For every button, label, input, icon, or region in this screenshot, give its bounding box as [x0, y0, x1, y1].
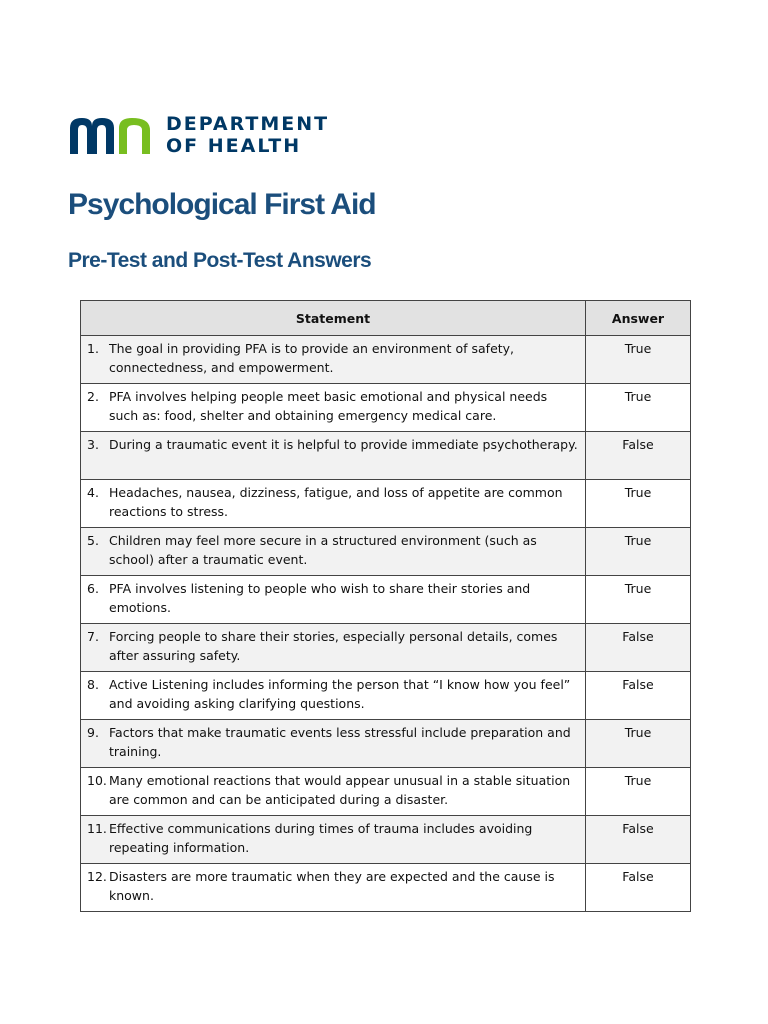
- mn-logo-icon: [66, 114, 154, 156]
- statement-text: Forcing people to share their stories, especially personal details, comes after assuring safety.: [109, 629, 558, 663]
- statement-number: 5.: [87, 533, 99, 548]
- statement-cell: [81, 432, 586, 480]
- statement-cell: [81, 336, 586, 384]
- answer-cell: False: [586, 864, 691, 912]
- table-row: [81, 336, 691, 384]
- statement-number: 8.: [87, 677, 99, 692]
- statement-text: Many emotional reactions that would appear unusual in a stable situation are common and can be anticipated during a disaster.: [109, 773, 571, 807]
- table-body: [81, 336, 691, 912]
- statement-cell: [81, 528, 586, 576]
- answer-cell: True: [586, 384, 691, 432]
- statement-number: 2.: [87, 389, 99, 404]
- statement-text: PFA involves listening to people who wish to share their stories and emotions.: [109, 581, 531, 615]
- statement-text: Factors that make traumatic events less stressful include preparation and training.: [109, 725, 571, 759]
- table-row: [81, 768, 691, 816]
- statement-text: Disasters are more traumatic when they are expected and the cause is known.: [109, 869, 555, 903]
- answer-cell: True: [586, 720, 691, 768]
- statement-number: 1.: [87, 341, 99, 356]
- statement-cell: [81, 672, 586, 720]
- statement-number: 12.: [87, 869, 107, 884]
- answer-column-header: Answer: [586, 301, 691, 336]
- answer-cell: True: [586, 768, 691, 816]
- statement-text: Effective communications during times of trauma includes avoiding repeating information.: [109, 821, 533, 855]
- statement-text: The goal in providing PFA is to provide an environment of safety, connectedness, and empowerment.: [109, 341, 515, 375]
- statement-text: PFA involves helping people meet basic emotional and physical needs such as: food, shelter and obtaining emergency medical care.: [109, 389, 548, 423]
- statement-cell: [81, 864, 586, 912]
- statement-number: 10.: [87, 773, 107, 788]
- page-title: Psychological First Aid: [68, 188, 376, 221]
- table-row: [81, 576, 691, 624]
- table-row: [81, 624, 691, 672]
- statement-text: Children may feel more secure in a structured environment (such as school) after a traumatic event.: [109, 533, 537, 567]
- logo-line-1: DEPARTMENT: [166, 113, 330, 135]
- answer-cell: True: [586, 336, 691, 384]
- table-row: [81, 432, 691, 480]
- statement-number: 7.: [87, 629, 99, 644]
- table-row: [81, 528, 691, 576]
- answer-cell: False: [586, 624, 691, 672]
- statement-number: 4.: [87, 485, 99, 500]
- page-subtitle: Pre-Test and Post-Test Answers: [68, 249, 372, 272]
- table-row: [81, 720, 691, 768]
- statement-cell: [81, 480, 586, 528]
- statement-cell: [81, 576, 586, 624]
- table-row: [81, 864, 691, 912]
- answer-cell: False: [586, 432, 691, 480]
- table-row: [81, 480, 691, 528]
- statement-number: 3.: [87, 437, 99, 452]
- statement-number: 11.: [87, 821, 107, 836]
- answer-cell: True: [586, 480, 691, 528]
- table-row: [81, 816, 691, 864]
- answer-cell: True: [586, 576, 691, 624]
- table-row: [81, 384, 691, 432]
- statement-cell: [81, 720, 586, 768]
- table-row: [81, 672, 691, 720]
- statement-column-header: Statement: [81, 301, 586, 336]
- answer-cell: True: [586, 528, 691, 576]
- statement-cell: [81, 384, 586, 432]
- logo-line-2: OF HEALTH: [166, 135, 302, 157]
- table-header-row: [81, 301, 691, 336]
- statement-cell: [81, 816, 586, 864]
- statement-cell: [81, 768, 586, 816]
- answer-cell: False: [586, 816, 691, 864]
- mdh-logo: [66, 113, 329, 157]
- statement-cell: [81, 624, 586, 672]
- statement-text: Active Listening includes informing the person that “I know how you feel” and avoiding asking clarifying questions.: [109, 677, 571, 711]
- statement-number: 6.: [87, 581, 99, 596]
- statement-text: During a traumatic event it is helpful to provide immediate psychotherapy.: [109, 437, 578, 452]
- statement-text: Headaches, nausea, dizziness, fatigue, and loss of appetite are common reactions to stress.: [109, 485, 563, 519]
- answer-cell: False: [586, 672, 691, 720]
- answers-table: [80, 300, 691, 912]
- logo-wordmark: [166, 113, 329, 157]
- statement-number: 9.: [87, 725, 99, 740]
